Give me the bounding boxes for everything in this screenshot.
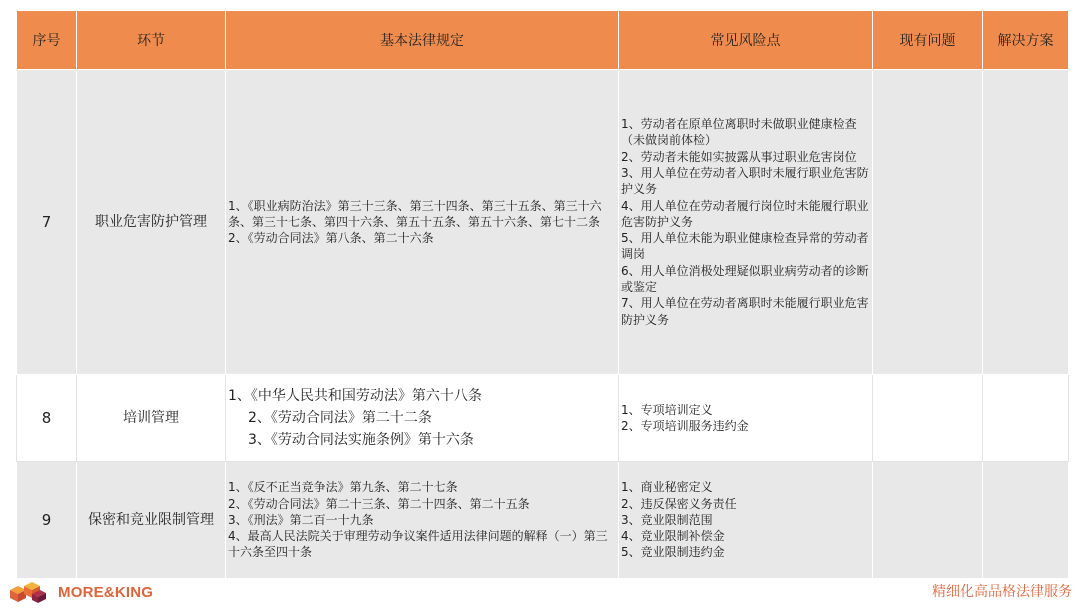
row-issues [873, 462, 983, 579]
row-stage: 保密和竞业限制管理 [77, 462, 226, 579]
risk-item: 1、劳动者在原单位离职时未做职业健康检查（未做岗前体检） [621, 117, 857, 148]
row-issues [873, 70, 983, 375]
row-number: 8 [17, 375, 77, 462]
row-risks [619, 462, 873, 579]
risk-item: 3、竞业限制范围 [621, 512, 713, 527]
risk-item: 5、竞业限制违约金 [621, 545, 725, 560]
law-item: 2、《劳动合同法》第八条、第二十六条 [228, 231, 434, 246]
logo-text: MORE&KING [58, 583, 154, 601]
cube-logo-icon [8, 580, 48, 604]
risk-item: 3、用人单位在劳动者入职时未履行职业危害防护义务 [621, 165, 869, 197]
law-item: 4、最高人民法院关于审理劳动争议案件适用法律问题的解释（一）第三十六条至四十条 [228, 529, 608, 560]
legal-risk-table [16, 10, 1069, 579]
risk-item: 2、违反保密义务责任 [621, 496, 737, 511]
risk-item: 4、竞业限制补偿金 [621, 529, 725, 544]
header-cell-number: 序号 [17, 11, 77, 70]
row-solution [983, 70, 1069, 375]
row-solution [983, 375, 1069, 462]
row-risks [619, 375, 873, 462]
company-logo [8, 579, 153, 605]
risk-item: 5、用人单位未能为职业健康检查异常的劳动者调岗 [621, 231, 869, 262]
law-item: 1、《中华人民共和国劳动法》第六十八条 [228, 388, 482, 404]
header-cell-risks: 常见风险点 [619, 11, 873, 70]
law-item: 3、《刑法》第二百一十九条 [228, 512, 374, 527]
risk-item: 6、用人单位消极处理疑似职业病劳动者的诊断或鉴定 [621, 263, 869, 295]
table-row [17, 375, 1069, 462]
law-item: 1、《职业病防治法》第三十三条、第三十四条、第三十五条、第三十六条、第三十七条、第四十六条、第五十五条、第五十六条、第七十二条 [228, 198, 602, 229]
row-risks [619, 70, 873, 375]
row-stage: 培训管理 [77, 375, 226, 462]
row-issues [873, 375, 983, 462]
header-cell-law: 基本法律规定 [226, 11, 619, 70]
risk-item: 7、用人单位在劳动者离职时未能履行职业危害防护义务 [621, 296, 869, 327]
row-law [226, 70, 619, 375]
risk-item: 1、商业秘密定义 [621, 480, 713, 495]
law-item: 2、《劳动合同法》第二十三条、第二十四条、第二十五条 [228, 496, 530, 511]
row-number: 7 [17, 70, 77, 375]
risk-item: 1、专项培训定义 [621, 402, 713, 417]
row-law [226, 375, 619, 462]
law-item: 1、《反不正当竞争法》第九条、第二十七条 [228, 480, 458, 495]
row-solution [983, 462, 1069, 579]
row-stage: 职业危害防护管理 [77, 70, 226, 375]
header-cell-solution: 解决方案 [983, 11, 1069, 70]
risk-item: 2、劳动者未能如实披露从事过职业危害岗位 [621, 149, 857, 164]
row-law [226, 462, 619, 579]
header-cell-issues: 现有问题 [873, 11, 983, 70]
law-item: 3、《劳动合同法实施条例》第十六条 [248, 432, 474, 448]
row-number: 9 [17, 462, 77, 579]
footer-slogan: 精细化高品格法律服务 [932, 584, 1072, 600]
header-cell-stage: 环节 [77, 11, 226, 70]
risk-item: 4、用人单位在劳动者履行岗位时未能履行职业危害防护义务 [621, 198, 869, 229]
law-item: 2、《劳动合同法》第二十二条 [248, 410, 432, 426]
table-header-row [17, 11, 1069, 70]
risk-item: 2、专项培训服务违约金 [621, 419, 749, 433]
table-row [17, 70, 1069, 375]
table-row [17, 462, 1069, 579]
